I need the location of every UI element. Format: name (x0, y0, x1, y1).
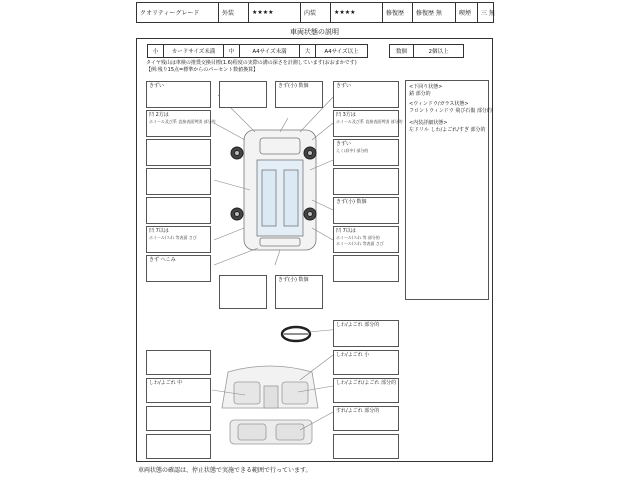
damage-box-left-3 (146, 139, 211, 166)
damage-box-left-5 (146, 197, 211, 224)
damage-box-left-4 (146, 168, 211, 195)
undercarriage-heading: <下回り状態> (409, 84, 443, 90)
interior-box-left-1 (146, 350, 211, 375)
damage-box-right-3: きずい えくぼ(中) 部分的 (333, 139, 399, 166)
footer-note: 車両状態の確認は、停止状態で実施できる範囲で行っています。 (138, 467, 312, 474)
damage-box-left-2: 凹 2方は ホイール及び系 直接表面判別 部分的 (146, 110, 211, 137)
repair-history-value: 修復歴 無 (413, 3, 456, 23)
interior-box-right-4: すれ/よごれ 部分的 (333, 406, 399, 431)
condition-notes-box (405, 80, 492, 300)
legend-large: 大 (300, 45, 316, 58)
interior-value: 左ドリル しわ/よごれ/すぎ 部分的 (409, 127, 486, 133)
car-top-view (244, 130, 316, 250)
legend-large-desc: A4サイズ以上 (316, 45, 368, 58)
interior-box-right-5 (333, 434, 399, 459)
damage-box-left-1: きずい (146, 81, 211, 108)
percent-note: 【例:残り15点=標準からのパーセント数値換算】 (146, 67, 259, 73)
interior-label: 内装 (301, 3, 331, 23)
damage-box-top-1 (219, 81, 267, 108)
interior-stars: ★★★★ (331, 3, 383, 23)
tire-note: タイヤ残山は車検の推奨交換目標(1.6)程度の実際の溝の深さを計測しています(おおまかです) (146, 60, 357, 66)
car-interior-view (222, 366, 318, 444)
damage-box-bottom-1 (219, 275, 267, 309)
damage-box-left-6: 凹 7以は ホイール/スれ 等表面 さび (146, 226, 211, 253)
damage-box-right-6: 凹 7以は ホイール/スれ 等 部分的 ホイール/スれ 等表面 さび (333, 226, 399, 253)
damage-box-left-7: きず へこみ (146, 255, 211, 282)
damage-box-bottom-2: きず(小) 数個 (275, 275, 323, 309)
exterior-label: 外装 (219, 3, 249, 23)
interior-box-left-4 (146, 434, 211, 459)
damage-box-right-5: きず(小) 数個 (333, 197, 399, 224)
interior-box-left-3 (146, 406, 211, 431)
legend-small: 小 (148, 45, 164, 58)
legend-count-desc: 2個以上 (414, 45, 464, 58)
damage-box-right-7 (333, 255, 399, 282)
interior-heading: <内装詳細状態> (409, 120, 448, 126)
smoking-value: 三 無 (478, 3, 494, 23)
damage-box-top-2: きず(小) 数個 (275, 81, 323, 108)
repair-history-label: 修復歴 (383, 3, 413, 23)
glass-heading: <ウィンドウ/ガラス状態> (409, 101, 469, 107)
undercarriage-value: 錆 部分的 (409, 91, 431, 97)
damage-box-right-4 (333, 168, 399, 195)
interior-box-left-2: しわ/よごれ 中 (146, 378, 211, 403)
legend-medium: 中 (224, 45, 240, 58)
interior-box-right-2: しわ/よごれ 小 (333, 350, 399, 375)
legend-count: 数個 (390, 45, 414, 58)
legend-medium-desc: A4サイズ未満 (240, 45, 300, 58)
exterior-stars: ★★★★ (249, 3, 301, 23)
smoking-label: 喫煙 (456, 3, 478, 23)
interior-box-right-3: しわ/よごれ/よごれ 部分的 (333, 378, 399, 403)
damage-box-right-2: 凹 3方は ホイール及び系 直接表面判別 部分的 (333, 110, 399, 137)
damage-box-right-1: きずい (333, 81, 399, 108)
legend-small-desc: カードサイズ未満 (164, 45, 224, 58)
interior-box-right-1: しわ/よごれ 部分的 (333, 320, 399, 347)
section-title: 車両状態の説明 (290, 28, 339, 36)
quality-grade-label: クオリティーグレード (137, 3, 219, 23)
glass-value: フロントウィンドウ 飛び石傷 部分的 (409, 108, 492, 114)
